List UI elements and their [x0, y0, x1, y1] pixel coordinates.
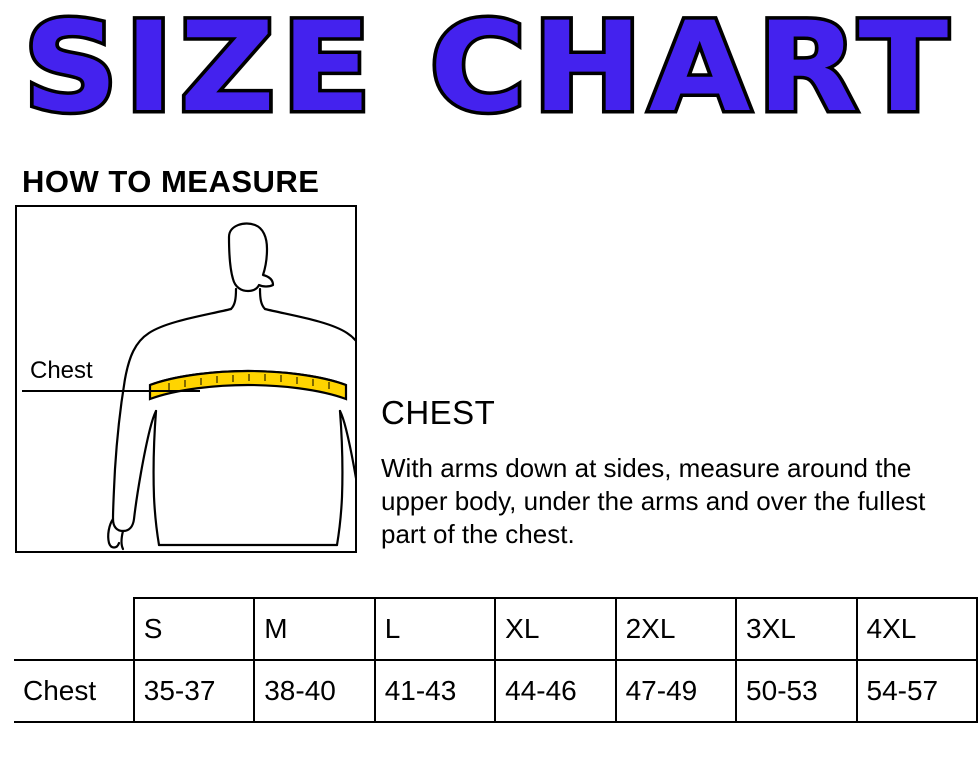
- table-cell-chest-2xl: 47-49: [616, 660, 736, 722]
- chest-leader-line: [22, 390, 200, 392]
- how-to-measure-heading: HOW TO MEASURE: [22, 164, 320, 199]
- table-row-label-chest: Chest: [14, 660, 134, 722]
- tape-measure-icon: [150, 371, 346, 399]
- table-cell-chest-l: 41-43: [375, 660, 495, 722]
- chest-measure-label: Chest: [30, 357, 93, 384]
- page-title: SIZE CHART: [23, 0, 955, 140]
- table-cell-chest-m: 38-40: [254, 660, 374, 722]
- table-cell-chest-3xl: 50-53: [736, 660, 856, 722]
- table-row: [14, 660, 977, 722]
- page-title-banner: [0, 0, 978, 148]
- instruction-heading: CHEST: [381, 394, 496, 431]
- table-cell-chest-4xl: 54-57: [857, 660, 978, 722]
- table-header-row: [14, 598, 977, 660]
- table-header-xl: XL: [495, 598, 615, 660]
- table-corner-cell: [14, 598, 134, 660]
- table-header-4xl: 4XL: [857, 598, 978, 660]
- table-header-s: S: [134, 598, 254, 660]
- table-cell-chest-xl: 44-46: [495, 660, 615, 722]
- instruction-body: With arms down at sides, measure around the upper body, under the arms and over the fullest part of the chest.: [381, 453, 926, 549]
- table-header-2xl: 2XL: [616, 598, 736, 660]
- table-header-m: M: [254, 598, 374, 660]
- table-cell-chest-s: 35-37: [134, 660, 254, 722]
- size-chart-table: [14, 597, 978, 723]
- table-header-3xl: 3XL: [736, 598, 856, 660]
- table-header-l: L: [375, 598, 495, 660]
